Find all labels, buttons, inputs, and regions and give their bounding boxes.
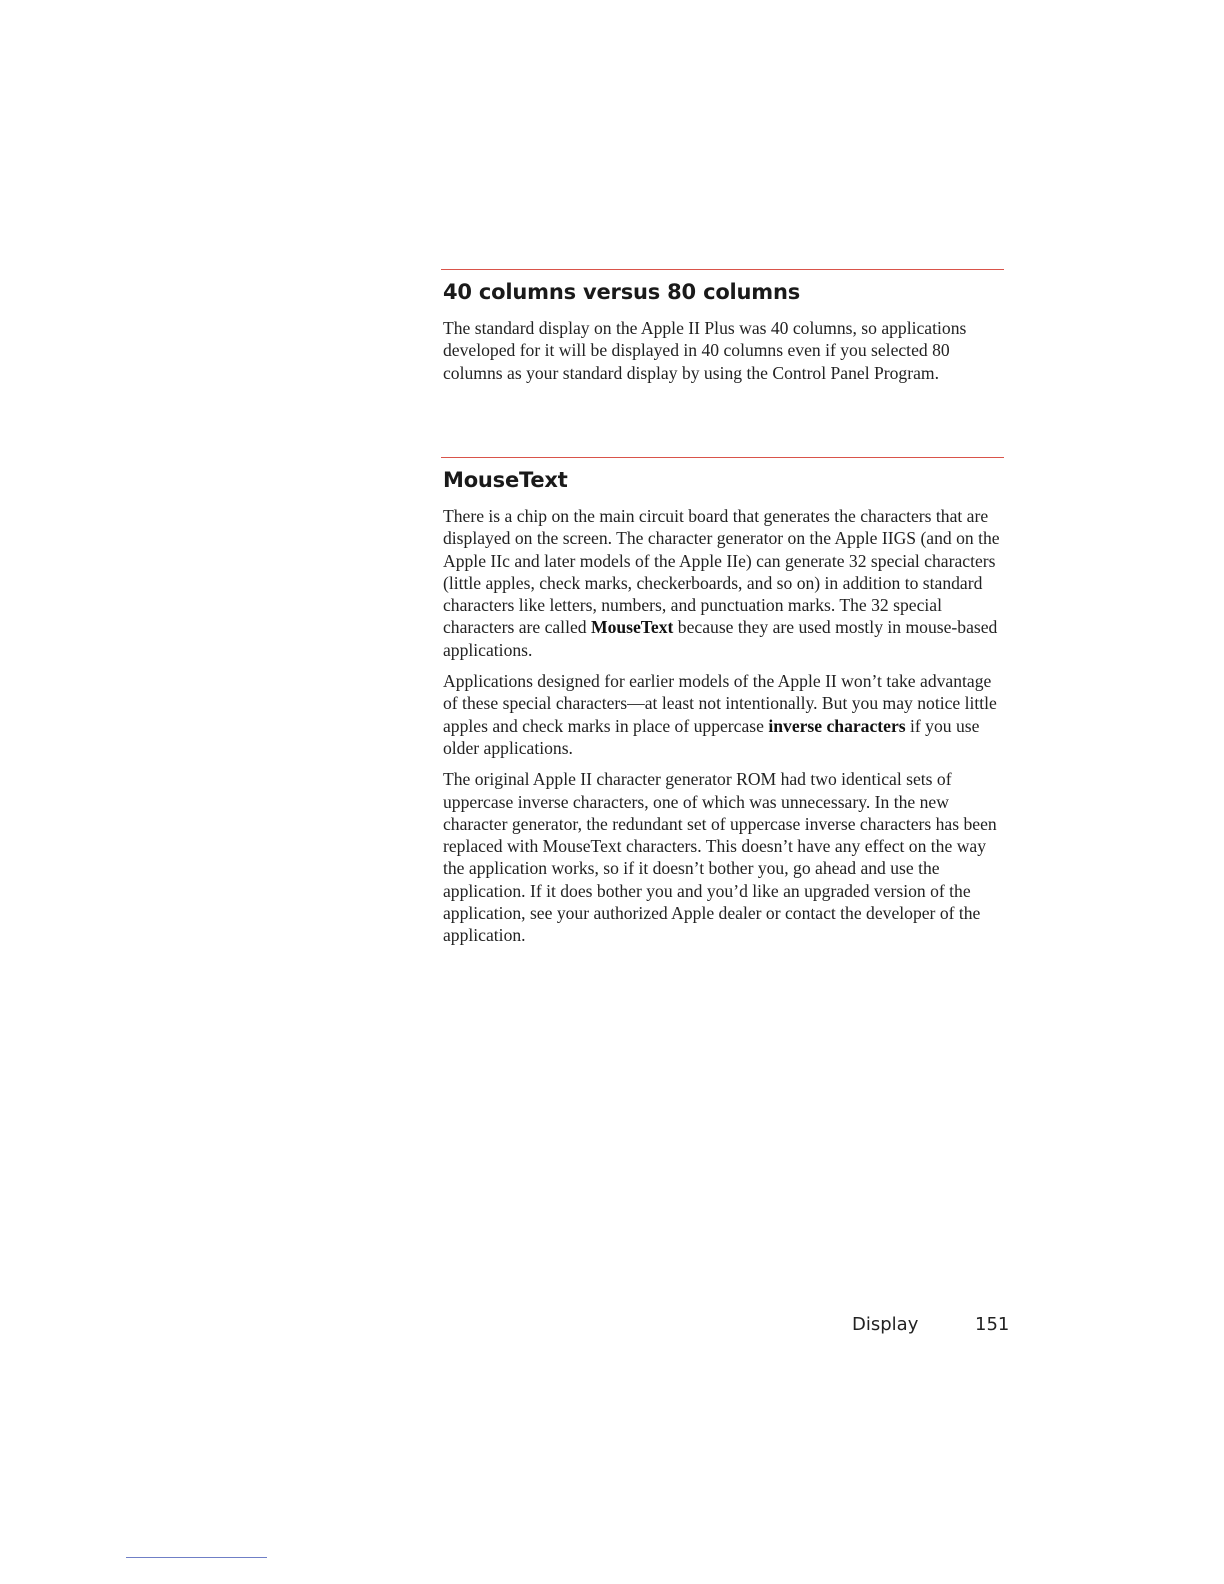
paragraph <box>443 768 1004 946</box>
section-divider <box>441 457 1004 458</box>
paragraph-text: because they are used mostly in mouse-based applications. <box>443 617 998 660</box>
paragraph-text: if you use older applications. <box>443 715 980 758</box>
section-divider <box>441 269 1004 270</box>
paragraph <box>443 317 1004 384</box>
paragraph <box>443 670 1004 759</box>
bottom-divider <box>126 1557 267 1558</box>
page-number: 151 <box>975 1314 1010 1335</box>
term-inverse-characters: inverse characters <box>768 715 906 736</box>
paragraph-text: The standard display on the Apple II Plus was 40 columns, so applications developed for it will be displayed in 40 columns even if you selected 80 columns as your standard display by using the Control Panel Program. <box>443 318 967 383</box>
section-40-vs-80-columns <box>441 269 1004 393</box>
paragraph <box>443 505 1004 661</box>
footer-section-name: Display <box>852 1314 919 1335</box>
section-heading: 40 columns versus 80 columns <box>443 280 801 304</box>
term-mousetext: MouseText <box>590 617 674 638</box>
section-heading: MouseText <box>443 468 568 492</box>
paragraph-text: Applications designed for earlier models of the Apple II won’t take advantage of these special characters—at least not intentionally. But you may notice little apples and check marks in place of uppercase <box>443 671 997 736</box>
paragraph-text: There is a chip on the main circuit board that generates the characters that are displayed on the screen. The character generator on the Apple IIGS (and on the Apple IIc and later models of the Apple IIe) can generate 32 special characters (little apples, check marks, checkerboards, and so on) in addition to standard characters like letters, numbers, and punctuation marks. The 32 special characters are called <box>443 506 1000 638</box>
paragraph-text: The original Apple II character generator ROM had two identical sets of uppercase inverse characters, one of which was unnecessary. In the new character generator, the redundant set of uppercase inverse characters has been replaced with MouseText characters. This doesn’t have any effect on the way the application works, so if it doesn’t bother you, go ahead and use the application. If it does bother you and you’d like an upgraded version of the application, see your authorized Apple dealer or contact the developer of the application. <box>443 769 997 946</box>
section-mousetext <box>441 457 1004 956</box>
